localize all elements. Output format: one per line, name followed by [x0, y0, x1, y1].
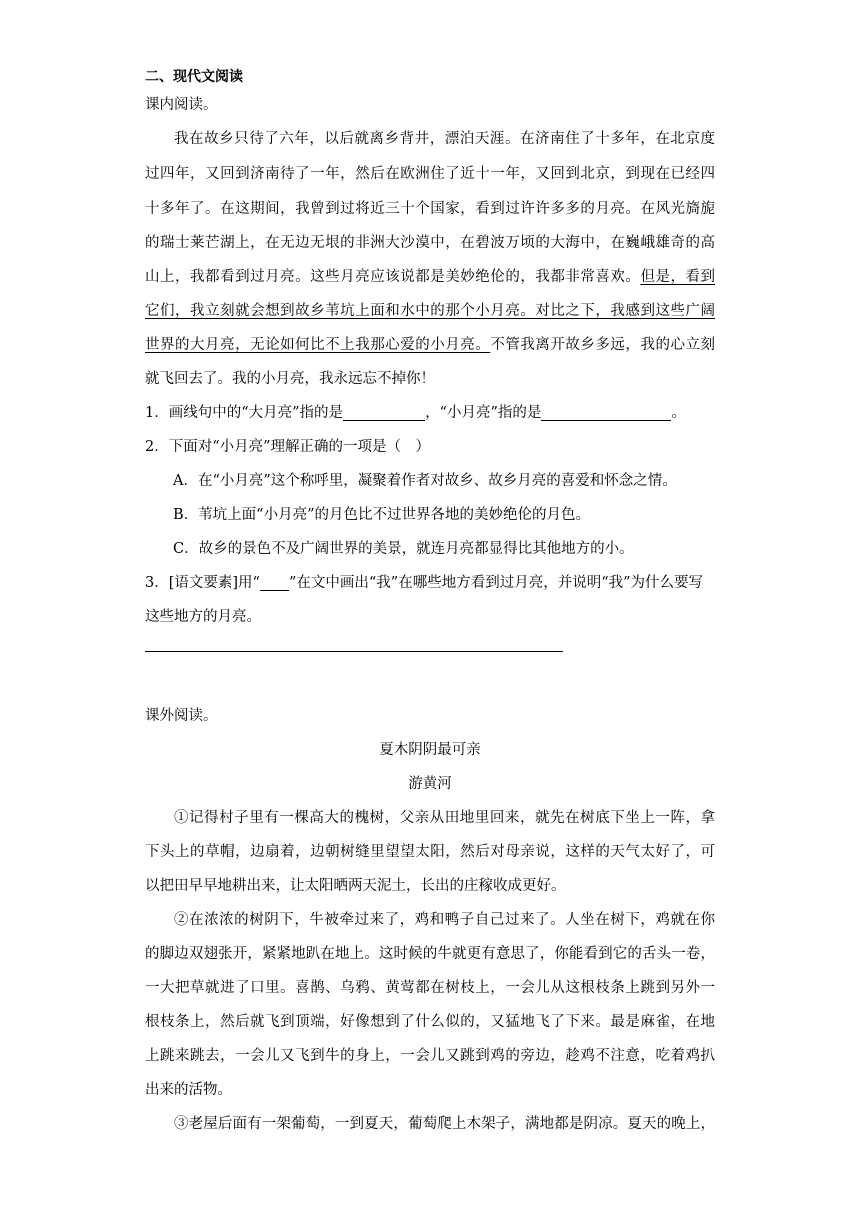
- article-line: 一大把草就进了口里。喜鹊、乌鸦、黄莺都在树枝上，一会儿从这根枝条上跳到另外一: [145, 980, 715, 996]
- passage-line: 的瑞士莱芒湖上，在无边无垠的非洲大沙漠中，在碧波万顷的大海中，在巍峨雄奇的高: [145, 235, 715, 251]
- passage-line: 过四年，又回到济南待了一年，然后在欧洲住了近十一年，又回到北京，到现在已经四: [145, 166, 715, 182]
- question-3-cont: 这些地方的月亮。: [145, 609, 261, 625]
- option-c[interactable]: C．故乡的景色不及广阔世界的美景，就连月亮都显得比其他地方的小。: [173, 541, 634, 557]
- question-text: ，“小月亮”指的是: [425, 405, 542, 421]
- article-line: ③老屋后面有一架葡萄，一到夏天，葡萄爬上木架子，满地都是阴凉。夏天的晚上，: [174, 1116, 715, 1132]
- passage-line: [145, 294, 715, 328]
- answer-line[interactable]: [145, 651, 563, 652]
- answer-blank[interactable]: [541, 402, 671, 421]
- passage-text: 山上，我都看到过月亮。这些月亮应该说都是美妙绝伦的，我都非常喜欢。: [145, 269, 641, 285]
- article-line: 出来的活物。: [145, 1082, 232, 1098]
- article-line: ②在浓浓的树阴下，牛被牵过来了，鸡和鸭子自己过来了。人坐在树下，鸡就在你: [174, 912, 715, 928]
- passage-line: [145, 328, 715, 362]
- passage-text: 不管我离开故乡多远，我的心立刻: [490, 337, 716, 353]
- question-2: 2．下面对“小月亮”理解正确的一项是（ ）: [145, 439, 431, 455]
- article-line: ①记得村子里有一棵高大的槐树，父亲从田地里回来，就先在树底下坐上一阵，拿: [174, 810, 715, 826]
- article-line: 以把田早早地耕出来，让太阳晒两天泥土，长出的庄稼收成更好。: [145, 878, 566, 894]
- underlined-sentence: 但是，看到: [640, 269, 716, 285]
- underlined-sentence: 世界的大月亮，无论如何比不上我那心爱的小月亮。: [145, 337, 491, 353]
- in-class-label: 课内阅读。: [145, 97, 218, 113]
- question-text: ”在文中画出“我”在哪些地方看到过月亮，并说明“我”为什么要写: [288, 575, 704, 591]
- passage-line: 就飞回去了。我的小月亮，我永远忘不掉你！: [145, 371, 435, 387]
- answer-blank[interactable]: [343, 402, 425, 421]
- article-line: 根枝条上，然后就飞到顶端，好像想到了什么似的，又猛地飞了下来。最是麻雀，在地: [145, 1014, 715, 1030]
- question-text: 3．[语文要素]用“: [145, 575, 260, 591]
- extra-reading-label: 课外阅读。: [145, 708, 218, 724]
- question-text: 1．画线句中的“大月亮”指的是: [145, 405, 344, 421]
- underlined-sentence: 它们，我立刻就会想到故乡苇坑上面和水中的那个小月亮。对比之下，我感到这些广阔: [145, 303, 715, 319]
- question-text: 。: [671, 405, 686, 421]
- article-title: 夏木阴阴最可亲: [379, 742, 481, 758]
- question-1: [145, 396, 715, 430]
- passage-line: 十多年了。在这期间，我曾到过将近三十个国家，看到过许许多多的月亮。在风光旖旎: [145, 201, 715, 217]
- article-author: 游黄河: [408, 776, 452, 792]
- article-line: 上跳来跳去，一会儿又飞到牛的身上，一会儿又跳到鸡的旁边，趁鸡不注意，吃着鸡扒: [145, 1048, 715, 1064]
- question-3: [145, 566, 715, 600]
- article-line: 的脚边双翅张开，紧紧地趴在地上。这时候的牛就更有意思了，你能看到它的舌头一卷，: [145, 946, 715, 962]
- option-a[interactable]: A．在“小月亮”这个称呼里，凝聚着作者对故乡、故乡月亮的喜爱和怀念之情。: [173, 473, 677, 489]
- section-title: 二、现代文阅读: [145, 69, 243, 85]
- option-b[interactable]: B．苇坑上面“小月亮”的月色比不过世界各地的美妙绝伦的月色。: [173, 507, 590, 523]
- passage-line: [145, 260, 715, 294]
- article-line: 下头上的草帽，边扇着，边朝树缝里望望太阳，然后对母亲说，这样的天气太好了，可: [145, 844, 715, 860]
- underline-mark: ____: [259, 575, 289, 591]
- passage-line: 我在故乡只待了六年，以后就离乡背井，漂泊天涯。在济南住了十多年，在北京度: [174, 131, 715, 147]
